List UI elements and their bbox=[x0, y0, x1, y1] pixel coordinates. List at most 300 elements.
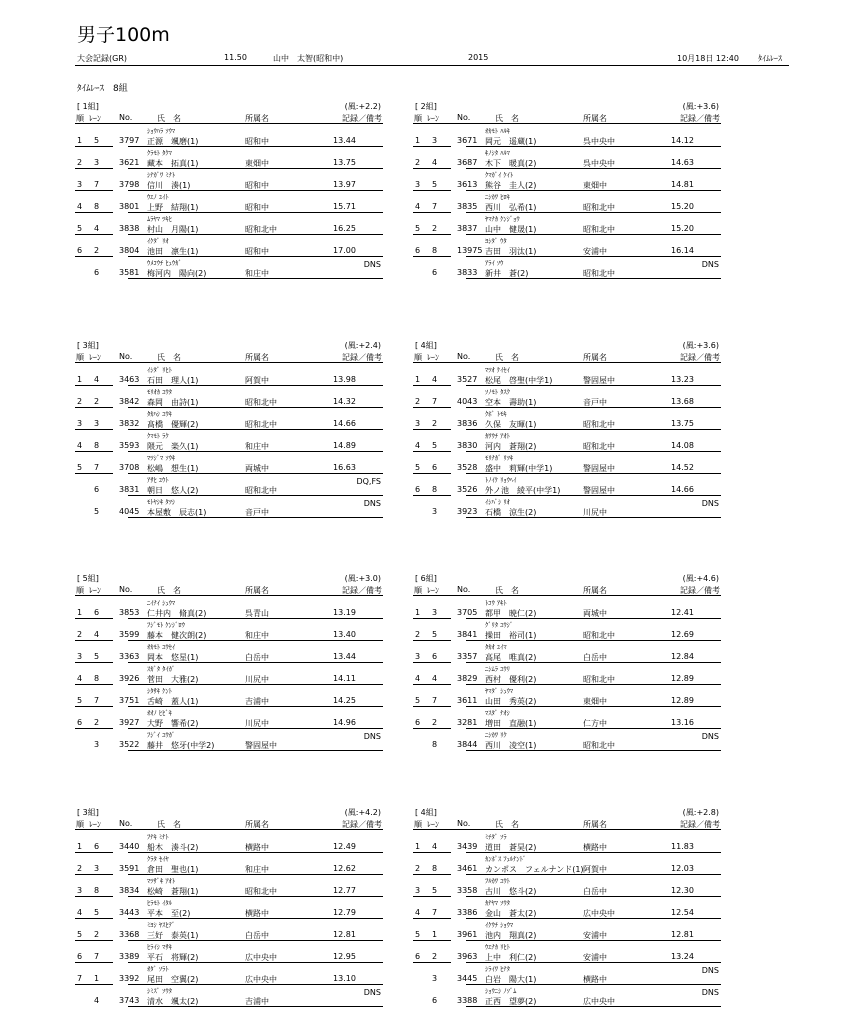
athlete-name: 白岩 陽大(1) bbox=[485, 975, 537, 984]
lane: 3 bbox=[432, 507, 438, 516]
name-kana: ﾔﾏﾅｶ ｹﾝｼﾞｮｳ bbox=[485, 215, 520, 223]
team-name: 昭和中 bbox=[245, 181, 269, 190]
result-row bbox=[75, 235, 383, 257]
team-name: 呉中央中 bbox=[583, 159, 615, 168]
athlete-name: 倉田 聖也(1) bbox=[147, 865, 199, 874]
bib-number: 3440 bbox=[119, 842, 140, 851]
finish-order: 6 bbox=[415, 718, 421, 727]
result-row bbox=[75, 963, 383, 985]
team-name: 安浦中 bbox=[583, 953, 607, 962]
bib-number: 3743 bbox=[119, 996, 140, 1005]
team-name: 音戸中 bbox=[245, 508, 269, 517]
result-time: 14.52 bbox=[671, 463, 694, 472]
bib-number: 3923 bbox=[457, 507, 478, 516]
team-name: 警固屋中 bbox=[583, 486, 615, 495]
name-kana: ｳｴﾅｶ ﾘﾋﾄ bbox=[485, 943, 510, 951]
col-no: No. bbox=[457, 819, 471, 828]
underline bbox=[466, 517, 721, 518]
result-row bbox=[75, 474, 383, 496]
athlete-name: 都甲 暁仁(2) bbox=[485, 609, 537, 618]
team-name: 横路中 bbox=[583, 975, 607, 984]
lane: 6 bbox=[94, 268, 100, 277]
lane: 7 bbox=[432, 202, 438, 211]
lane: 3 bbox=[94, 158, 100, 167]
result-row bbox=[413, 235, 721, 257]
col-name: 氏 名 bbox=[495, 586, 519, 595]
finish-order: 5 bbox=[415, 930, 421, 939]
athlete-name: 河内 蒼翔(2) bbox=[485, 442, 537, 451]
name-kana: ﾏﾂｵ ｹｲｾｲ bbox=[485, 366, 510, 374]
bib-number: 3392 bbox=[119, 974, 140, 983]
athlete-name: 平石 将輝(2) bbox=[147, 953, 199, 962]
col-name: 氏 名 bbox=[157, 114, 181, 123]
lane: 5 bbox=[432, 441, 438, 450]
athlete-name: 藤井 悠牙(中学2) bbox=[147, 741, 215, 750]
athlete-name: 上中 利仁(2) bbox=[485, 953, 537, 962]
bib-number: 4045 bbox=[119, 507, 140, 516]
lane: 3 bbox=[432, 974, 438, 983]
heat-title: [ 5組] bbox=[77, 574, 99, 583]
result-time: 12.03 bbox=[671, 864, 694, 873]
name-kana: ﾌｼﾞｲ ﾕｳｶﾞ bbox=[147, 731, 176, 739]
team-name: 横路中 bbox=[245, 843, 269, 852]
bib-number: 3844 bbox=[457, 740, 478, 749]
athlete-name: 操田 裕司(1) bbox=[485, 631, 537, 640]
team-name: 両城中 bbox=[245, 464, 269, 473]
result-time: 13.40 bbox=[333, 630, 356, 639]
finish-order: 1 bbox=[415, 375, 421, 384]
athlete-name: 清水 颯太(2) bbox=[147, 997, 199, 1006]
col-lane: ﾚｰﾝ bbox=[427, 586, 439, 595]
result-row bbox=[413, 941, 721, 963]
race-subtitle: ﾀｲﾑﾚｰｽ 8組 bbox=[77, 84, 128, 94]
finish-order: 2 bbox=[415, 158, 421, 167]
team-name: 広中央中 bbox=[583, 909, 615, 918]
team-name: 警固屋中 bbox=[583, 464, 615, 473]
athlete-name: 本屋敷 辰志(1) bbox=[147, 508, 207, 517]
lane: 2 bbox=[432, 419, 438, 428]
lane: 4 bbox=[94, 996, 100, 1005]
name-kana: ﾌﾅｷ ﾐﾅﾄ bbox=[147, 833, 169, 841]
result-row bbox=[413, 853, 721, 875]
finish-order: 6 bbox=[415, 246, 421, 255]
result-time: 15.71 bbox=[333, 202, 356, 211]
result-time: 12.89 bbox=[671, 674, 694, 683]
result-row bbox=[413, 213, 721, 235]
finish-order: 1 bbox=[415, 608, 421, 617]
result-note: DQ,FS bbox=[356, 477, 381, 486]
result-note: DNS bbox=[701, 966, 719, 975]
team-name: 和庄中 bbox=[245, 865, 269, 874]
athlete-name: 正西 望夢(2) bbox=[485, 997, 537, 1006]
athlete-name: 木下 暖真(2) bbox=[485, 159, 537, 168]
result-row bbox=[413, 897, 721, 919]
bib-number: 3832 bbox=[119, 419, 140, 428]
result-note: DNS bbox=[363, 988, 381, 997]
name-kana: ﾖｼﾀﾞ ｳﾀ bbox=[485, 237, 507, 245]
heat-title: [ 3組] bbox=[77, 341, 99, 350]
record-holder: 山中 太智(昭和中) bbox=[273, 54, 344, 63]
record-label: 大会記録(GR) bbox=[77, 54, 127, 63]
column-header bbox=[413, 583, 721, 596]
result-time: 11.83 bbox=[671, 842, 694, 851]
lane: 8 bbox=[432, 485, 438, 494]
athlete-name: 古川 悠斗(2) bbox=[485, 887, 537, 896]
heat-title: [ 2組] bbox=[415, 102, 437, 111]
lane: 7 bbox=[432, 908, 438, 917]
result-row bbox=[75, 496, 383, 518]
athlete-name: 正源 颯磨(1) bbox=[147, 137, 199, 146]
finish-order: 2 bbox=[77, 630, 83, 639]
team-name: 広中央中 bbox=[245, 975, 277, 984]
bib-number: 3687 bbox=[457, 158, 478, 167]
lane: 8 bbox=[94, 674, 100, 683]
result-row bbox=[413, 641, 721, 663]
name-kana: ｱﾗｲ ｿｳ bbox=[485, 259, 504, 267]
finish-order: 3 bbox=[415, 419, 421, 428]
athlete-name: 吉田 羽汰(1) bbox=[485, 247, 537, 256]
finish-order: 3 bbox=[415, 180, 421, 189]
col-no: No. bbox=[457, 352, 471, 361]
result-row bbox=[413, 474, 721, 496]
team-name: 呉青山 bbox=[245, 609, 269, 618]
bib-number: 3837 bbox=[457, 224, 478, 233]
col-name: 氏 名 bbox=[157, 820, 181, 829]
bib-number: 3281 bbox=[457, 718, 478, 727]
lane: 6 bbox=[94, 842, 100, 851]
name-kana: ﾓﾄﾔｼｷ ﾀﾂｼ bbox=[147, 498, 176, 506]
bib-number: 3358 bbox=[457, 886, 478, 895]
name-kana: ﾑﾗﾔﾏ ﾂｷﾋ bbox=[147, 215, 172, 223]
bib-number: 3963 bbox=[457, 952, 478, 961]
name-kana: ﾏﾂｻﾞｷ ｱｵﾄ bbox=[147, 877, 176, 885]
result-row bbox=[75, 386, 383, 408]
athlete-name: 森岡 由詩(1) bbox=[147, 398, 199, 407]
name-kana: ｼﾗｲﾜ ﾋﾅﾀ bbox=[485, 965, 510, 973]
result-note: DNS bbox=[363, 499, 381, 508]
team-name: 昭和北中 bbox=[583, 225, 615, 234]
finish-order: 2 bbox=[77, 397, 83, 406]
finish-order: 4 bbox=[415, 674, 421, 683]
col-lane: ﾚｰﾝ bbox=[89, 586, 101, 595]
result-time: 13.23 bbox=[671, 375, 694, 384]
lane: 2 bbox=[94, 246, 100, 255]
bib-number: 3961 bbox=[457, 930, 478, 939]
col-name: 氏 名 bbox=[495, 820, 519, 829]
finish-order: 4 bbox=[77, 441, 83, 450]
lane: 8 bbox=[94, 441, 100, 450]
finish-order: 4 bbox=[415, 441, 421, 450]
finish-order: 3 bbox=[415, 652, 421, 661]
bib-number: 3527 bbox=[457, 375, 478, 384]
name-kana: ﾆｼﾑﾗ ﾕｳﾘ bbox=[485, 665, 510, 673]
lane: 5 bbox=[432, 630, 438, 639]
result-row bbox=[413, 985, 721, 1007]
heat-title: [ 1組] bbox=[77, 102, 99, 111]
result-time: 13.19 bbox=[333, 608, 356, 617]
result-row bbox=[413, 685, 721, 707]
team-name: 昭和北中 bbox=[583, 420, 615, 429]
result-row bbox=[413, 408, 721, 430]
result-row bbox=[413, 619, 721, 641]
result-row bbox=[413, 364, 721, 386]
result-row bbox=[413, 430, 721, 452]
col-lane: ﾚｰﾝ bbox=[427, 114, 439, 123]
result-time: 16.63 bbox=[333, 463, 356, 472]
lane: 2 bbox=[432, 952, 438, 961]
name-kana: ﾋﾗﾓﾄ ｲﾀﾙ bbox=[147, 899, 172, 907]
lane: 4 bbox=[94, 630, 100, 639]
result-time: 12.49 bbox=[333, 842, 356, 851]
result-row bbox=[75, 897, 383, 919]
result-time: 14.11 bbox=[333, 674, 356, 683]
team-name: 和庄中 bbox=[245, 442, 269, 451]
name-kana: ﾓﾘｵｶ ﾕｳﾀ bbox=[147, 388, 172, 396]
result-row bbox=[413, 729, 721, 751]
bib-number: 3833 bbox=[457, 268, 478, 277]
lane: 1 bbox=[94, 974, 100, 983]
team-name: 警固屋中 bbox=[583, 376, 615, 385]
result-time: 14.63 bbox=[671, 158, 694, 167]
bib-number: 3835 bbox=[457, 202, 478, 211]
lane: 6 bbox=[94, 608, 100, 617]
finish-order: 5 bbox=[415, 696, 421, 705]
col-order: 順 bbox=[414, 353, 422, 362]
finish-order: 3 bbox=[77, 180, 83, 189]
lane: 7 bbox=[94, 696, 100, 705]
col-mark: 記録／備考 bbox=[342, 114, 382, 123]
col-name: 氏 名 bbox=[157, 353, 181, 362]
result-time: 14.96 bbox=[333, 718, 356, 727]
finish-order: 5 bbox=[77, 463, 83, 472]
name-kana: ｵﾀﾞ ｿﾗﾄ bbox=[147, 965, 169, 973]
athlete-name: 西川 弘希(1) bbox=[485, 203, 537, 212]
finish-order: 5 bbox=[77, 696, 83, 705]
team-name: 音戸中 bbox=[583, 398, 607, 407]
athlete-name: 増田 直融(1) bbox=[485, 719, 537, 728]
team-name: 両城中 bbox=[583, 609, 607, 618]
name-kana: ﾋﾗｲｼ ﾏｻｷ bbox=[147, 943, 172, 951]
result-time: 13.16 bbox=[671, 718, 694, 727]
lane: 5 bbox=[94, 908, 100, 917]
result-time: 13.75 bbox=[671, 419, 694, 428]
bib-number: 3581 bbox=[119, 268, 140, 277]
team-name: 仁方中 bbox=[583, 719, 607, 728]
result-row bbox=[75, 147, 383, 169]
athlete-name: 信川 湊(1) bbox=[147, 181, 191, 190]
name-kana: ﾏｽﾀﾞ ﾅｵｼ bbox=[485, 709, 510, 717]
name-kana: ｲｼﾊﾞｼ ﾘｵ bbox=[485, 498, 510, 506]
col-mark: 記録／備考 bbox=[680, 820, 720, 829]
result-time: 14.66 bbox=[671, 485, 694, 494]
team-name: 広中央中 bbox=[583, 997, 615, 1006]
athlete-name: 松崎 蒼翔(1) bbox=[147, 887, 199, 896]
bib-number: 3836 bbox=[457, 419, 478, 428]
team-name: 昭和北中 bbox=[583, 203, 615, 212]
col-order: 順 bbox=[414, 586, 422, 595]
col-lane: ﾚｰﾝ bbox=[89, 820, 101, 829]
bib-number: 3389 bbox=[119, 952, 140, 961]
name-kana: ｸﾏｶﾞｲ ｹｲﾄ bbox=[485, 171, 514, 179]
team-name: 昭和北中 bbox=[583, 675, 615, 684]
team-name: 吉浦中 bbox=[245, 997, 269, 1006]
result-row bbox=[75, 685, 383, 707]
team-name: 昭和北中 bbox=[583, 741, 615, 750]
name-kana: ﾌｼﾞﾓﾄ ｹﾝｼﾞﾛｳ bbox=[147, 621, 185, 629]
name-kana: ｼﾅｶﾞﾜ ﾐﾅﾄ bbox=[147, 171, 176, 179]
athlete-name: 金山 蒼太(2) bbox=[485, 909, 537, 918]
lane: 3 bbox=[432, 608, 438, 617]
name-kana: ｸﾗﾀ ｾｲﾔ bbox=[147, 855, 169, 863]
athlete-name: 平本 至(2) bbox=[147, 909, 191, 918]
result-time: 14.12 bbox=[671, 136, 694, 145]
name-kana: ｶﾜｳﾁ ｱｵﾄ bbox=[485, 432, 510, 440]
heat-title: [ 3組] bbox=[77, 808, 99, 817]
result-time: 17.00 bbox=[333, 246, 356, 255]
result-time: 14.32 bbox=[333, 397, 356, 406]
finish-order: 7 bbox=[77, 974, 83, 983]
team-name: 昭和北中 bbox=[245, 420, 277, 429]
finish-order: 1 bbox=[77, 136, 83, 145]
result-row bbox=[75, 597, 383, 619]
heat-block bbox=[413, 807, 721, 1006]
column-header bbox=[75, 817, 383, 830]
col-no: No. bbox=[119, 819, 133, 828]
lane: 3 bbox=[432, 136, 438, 145]
finish-order: 1 bbox=[415, 136, 421, 145]
result-row bbox=[75, 191, 383, 213]
result-time: 13.98 bbox=[333, 375, 356, 384]
bib-number: 3528 bbox=[457, 463, 478, 472]
name-kana: ｲｼﾀﾞ ﾘﾋﾄ bbox=[147, 366, 172, 374]
finish-order: 2 bbox=[77, 158, 83, 167]
result-time: 12.81 bbox=[671, 930, 694, 939]
team-name: 呉中央中 bbox=[583, 137, 615, 146]
heat-block bbox=[75, 101, 383, 286]
result-row bbox=[75, 169, 383, 191]
lane: 2 bbox=[94, 718, 100, 727]
finish-order: 3 bbox=[415, 886, 421, 895]
result-row bbox=[75, 364, 383, 386]
result-time: 15.20 bbox=[671, 202, 694, 211]
athlete-name: 尾田 空翼(2) bbox=[147, 975, 199, 984]
name-kana: ｵｶﾓﾄ ﾕｳｾｲ bbox=[147, 643, 176, 651]
bib-number: 3363 bbox=[119, 652, 140, 661]
team-name: 昭和中 bbox=[245, 247, 269, 256]
bib-number: 3591 bbox=[119, 864, 140, 873]
athlete-name: カンポス フェルナンド(1) bbox=[485, 865, 584, 874]
lane: 4 bbox=[432, 842, 438, 851]
col-team: 所属名 bbox=[245, 586, 269, 595]
name-kana: ｼｮｳﾊﾗ ｿｳﾏ bbox=[147, 127, 176, 135]
athlete-name: 船木 湊斗(2) bbox=[147, 843, 199, 852]
lane: 4 bbox=[432, 674, 438, 683]
lane: 6 bbox=[432, 463, 438, 472]
athlete-name: 山中 健晟(1) bbox=[485, 225, 537, 234]
athlete-name: 山田 秀英(2) bbox=[485, 697, 537, 706]
team-name: 川尻中 bbox=[245, 675, 269, 684]
result-note: DNS bbox=[701, 499, 719, 508]
team-name: 東畑中 bbox=[245, 159, 269, 168]
result-row bbox=[413, 125, 721, 147]
col-order: 順 bbox=[76, 353, 84, 362]
col-lane: ﾚｰﾝ bbox=[89, 353, 101, 362]
underline bbox=[128, 750, 383, 751]
result-time: 16.14 bbox=[671, 246, 694, 255]
athlete-name: 外ノ池 綾平(中学1) bbox=[485, 486, 561, 495]
col-team: 所属名 bbox=[583, 353, 607, 362]
team-name: 和庄中 bbox=[245, 269, 269, 278]
lane: 6 bbox=[432, 652, 438, 661]
heat-wind: (風:+2.2) bbox=[344, 102, 381, 111]
col-mark: 記録／備考 bbox=[342, 586, 382, 595]
column-header bbox=[413, 350, 721, 363]
finish-order: 4 bbox=[77, 908, 83, 917]
col-order: 順 bbox=[414, 820, 422, 829]
event-type: ﾀｲﾑﾚｰｽ bbox=[758, 54, 782, 63]
finish-order: 6 bbox=[77, 246, 83, 255]
name-kana: ｲｹｳﾁ ｼｮｳﾏ bbox=[485, 921, 514, 929]
event-datetime: 10月18日 12:40 bbox=[677, 54, 739, 63]
bib-number: 3834 bbox=[119, 886, 140, 895]
heat-title: [ 4組] bbox=[415, 341, 437, 350]
bib-number: 3853 bbox=[119, 608, 140, 617]
heat-wind: (風:+3.0) bbox=[344, 574, 381, 583]
lane: 5 bbox=[94, 507, 100, 516]
name-kana: ﾀｶｵ ﾕｲﾏ bbox=[485, 643, 507, 651]
bib-number: 3798 bbox=[119, 180, 140, 189]
name-kana: ﾀｶﾊｼ ﾕｳｷ bbox=[147, 410, 172, 418]
team-name: 昭和北中 bbox=[245, 398, 277, 407]
athlete-name: 久保 友暉(1) bbox=[485, 420, 537, 429]
team-name: 昭和北中 bbox=[245, 486, 277, 495]
name-kana: ｼﾐｽﾞ ｿｳﾀ bbox=[147, 987, 172, 995]
lane: 7 bbox=[432, 397, 438, 406]
lane: 2 bbox=[94, 397, 100, 406]
lane: 3 bbox=[94, 864, 100, 873]
result-time: 13.24 bbox=[671, 952, 694, 961]
name-kana: ﾆｼｶﾜ ﾘｸ bbox=[485, 731, 507, 739]
team-name: 昭和中 bbox=[245, 137, 269, 146]
name-kana: ﾓﾘﾅｶﾞ ﾘﾂｷ bbox=[485, 454, 514, 462]
team-name: 昭和北中 bbox=[245, 887, 277, 896]
team-name: 吉浦中 bbox=[245, 697, 269, 706]
bib-number: 3927 bbox=[119, 718, 140, 727]
heat-wind: (風:+3.6) bbox=[682, 341, 719, 350]
result-time: 12.69 bbox=[671, 630, 694, 639]
team-name: 白岳中 bbox=[583, 653, 607, 662]
finish-order: 5 bbox=[415, 224, 421, 233]
result-row bbox=[75, 663, 383, 685]
team-name: 川尻中 bbox=[583, 508, 607, 517]
result-time: 13.75 bbox=[333, 158, 356, 167]
result-time: 14.66 bbox=[333, 419, 356, 428]
heat-block bbox=[413, 101, 721, 286]
col-lane: ﾚｰﾝ bbox=[427, 353, 439, 362]
finish-order: 4 bbox=[415, 202, 421, 211]
result-row bbox=[413, 963, 721, 985]
name-kana: ﾆｼｶﾜ ﾋﾛｷ bbox=[485, 193, 510, 201]
result-row bbox=[75, 941, 383, 963]
finish-order: 1 bbox=[415, 842, 421, 851]
heat-block bbox=[413, 340, 721, 525]
team-name: 昭和北中 bbox=[583, 269, 615, 278]
heat-title: [ 6組] bbox=[415, 574, 437, 583]
athlete-name: 仁井内 脩真(2) bbox=[147, 609, 207, 618]
col-no: No. bbox=[119, 113, 133, 122]
bib-number: 3368 bbox=[119, 930, 140, 939]
bib-number: 3357 bbox=[457, 652, 478, 661]
